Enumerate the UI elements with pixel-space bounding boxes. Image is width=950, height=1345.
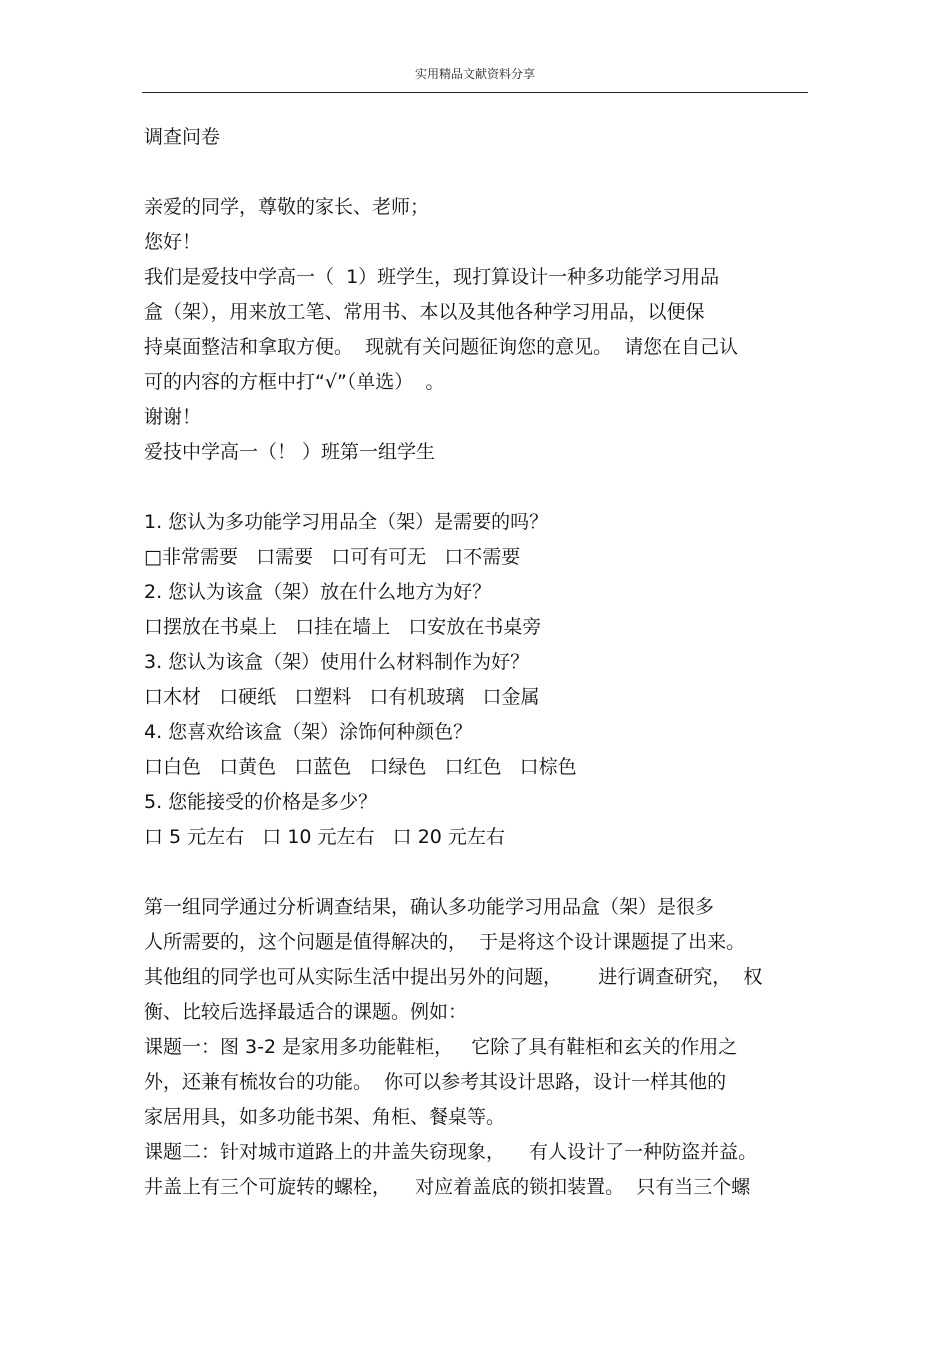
question-text: 3. 您认为该盒（架）使用什么材料制作为好？ bbox=[144, 651, 530, 673]
question-options: 口白色 口黄色 口蓝色 口绿色 口红色 口棕色 bbox=[144, 756, 577, 778]
question-options: 口 5 元左右 口 10 元左右 口 20 元左右 bbox=[144, 826, 505, 848]
letter-line: 持桌面整洁和拿取方便。 现就有关问题征询您的意见。 请您在自己认 bbox=[144, 336, 739, 358]
letter-line: 盒（架），用来放工笔、常用书、本以及其他各种学习用品，以便保 bbox=[144, 301, 705, 323]
conclusion-line: 第一组同学通过分析调查结果，确认多功能学习用品盒（架）是很多 bbox=[144, 896, 715, 918]
letter-signature: 爱技中学高一（！ ）班第一组学生 bbox=[144, 441, 436, 463]
conclusion-line: 井盖上有三个可旋转的螺栓， 对应着盖底的锁扣装置。 只有当三个螺 bbox=[144, 1176, 751, 1198]
conclusion-line: 课题二：针对城市道路上的井盖失窃现象， 有人设计了一种防盗并益。 bbox=[144, 1141, 758, 1163]
document-body bbox=[144, 120, 814, 1205]
page-header bbox=[142, 64, 808, 93]
question-text: 2. 您认为该盒（架）放在什么地方为好？ bbox=[144, 581, 492, 603]
letter-line: 可的内容的方框中打“√”（单选） 。 bbox=[144, 371, 445, 393]
question-options: 口摆放在书桌上 口挂在墙上 口安放在书桌旁 bbox=[144, 616, 542, 638]
question-text: 4. 您喜欢给该盒（架）涂饰何种颜色？ bbox=[144, 721, 473, 743]
spacer bbox=[144, 470, 814, 505]
conclusion-line: 课题一：图 3-2 是家用多功能鞋柜， 它除了具有鞋柜和玄关的作用之 bbox=[144, 1036, 738, 1058]
letter-hello: 您好！ bbox=[144, 231, 202, 253]
conclusion-line: 家居用具，如多功能书架、角柜、餐桌等。 bbox=[144, 1106, 506, 1128]
question-text: 5. 您能接受的价格是多少？ bbox=[144, 791, 378, 813]
letter-line: 我们是爱技中学高一（ 1）班学生，现打算设计一种多功能学习用品 bbox=[144, 266, 720, 288]
letter-greeting: 亲爱的同学，尊敬的家长、老师； bbox=[144, 196, 430, 218]
conclusion-line: 外，还兼有梳妆台的功能。 你可以参考其设计思路，设计一样其他的 bbox=[144, 1071, 727, 1093]
letter-thanks: 谢谢！ bbox=[144, 406, 202, 428]
header-text: 实用精品文献资料分享 bbox=[414, 67, 535, 81]
spacer bbox=[144, 155, 814, 190]
conclusion-line: 其他组的同学也可从实际生活中提出另外的问题， 进行调查研究， 权 bbox=[144, 966, 763, 988]
conclusion-line: 衡、比较后选择最适合的课题。例如： bbox=[144, 1001, 468, 1023]
question-options: 口木材 口硬纸 口塑料 口有机玻璃 口金属 bbox=[144, 686, 540, 708]
question-options: □非常需要 口需要 口可有可无 口不需要 bbox=[144, 546, 521, 568]
spacer bbox=[144, 855, 814, 890]
conclusion-line: 人所需要的，这个问题是值得解决的， 于是将这个设计课题提了出来。 bbox=[144, 931, 746, 953]
question-text: 1. 您认为多功能学习用品全（架）是需要的吗？ bbox=[144, 511, 549, 533]
document-title: 调查问卷 bbox=[144, 126, 221, 148]
